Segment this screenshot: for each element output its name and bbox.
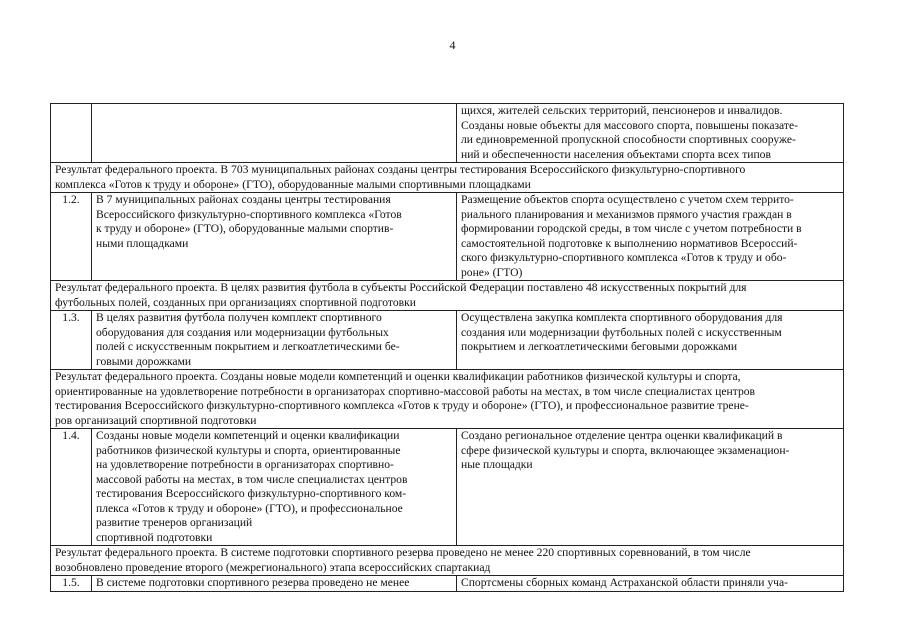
outcome-cell [457,311,844,370]
row-number: 1.5. [51,576,92,592]
text-line: ными площадками [96,236,189,250]
text-line: создания или модернизации футбольных полей с искусственным [461,325,782,339]
task-cell [92,576,457,592]
text-line: Результат федерального проекта. В 703 муниципальных районах созданы центры тестирования Всероссийского физкультурно-спортивного [55,163,746,176]
text-line: говыми дорожками [96,354,192,368]
result-row [51,546,844,576]
outcome-cell [457,576,844,592]
page-number: 4 [449,38,456,52]
text-line: формировании городской среды, в том числе с учетом потребности в [461,222,802,235]
result-cell [51,163,844,193]
text-line: Размещение объектов спорта осуществлено с учетом схем террито- [461,193,794,206]
task-cell [92,429,457,546]
text-line: полей с искусственным покрытием и легкоатлетическими бе- [96,340,400,353]
continuation-row [51,104,844,163]
text-line: плекса «Готов к труду и обороне» (ГТО), и профессиональное [96,501,403,515]
table-row [51,429,844,546]
outcome-cell [457,193,844,281]
text-line: покрытием и легкоатлетическими беговыми дорожками [461,340,738,353]
text-line: Созданы новые модели компетенций и оценки квалификации [96,429,400,442]
text-line: сфере физической культуры и спорта, включающее экзаменацион- [461,443,790,457]
text-line: Созданы новые объекты для массового спорта, повышены показате- [461,118,798,132]
text-line: работников физической культуры и спорта, ориентированные [96,443,401,457]
text-line: Спортсмены сборных команд Астраханской области приняли уча- [461,576,788,589]
text-line: В 7 муниципальных районах созданы центры тестирования [96,193,391,206]
text-line: ров организаций спортивной подготовки [55,413,257,427]
text-line: Осуществлена закупка комплекта спортивного оборудования для [461,311,783,324]
text-line: ний и обеспеченности населения объектами спорта всех типов [461,147,771,161]
text-line: В целях развития футбола получен комплект спортивного [96,311,382,324]
text-line: тестирования Всероссийского физкультурно-спортивного ком- [96,487,407,500]
text-line: оборудования для создания или модернизации футбольных [96,325,389,339]
text-line: Результат федерального проекта. Созданы новые модели компетенций и оценки квалификации работников физической культуры и спорта, [55,370,741,383]
text-line: тестирования Всероссийского физкультурно-спортивного комплекса «Готов к труду и обороне» (ГТО), и профессиональное развитие трене- [55,399,749,412]
table-row [51,576,844,592]
result-row [51,163,844,193]
row-number: 1.2. [51,193,92,281]
outcome-cell [457,429,844,546]
text-line: футбольных полей, созданных при организациях спортивной подготовки [55,295,416,309]
continuation-num-cell [51,104,92,163]
continuation-task-cell [92,104,457,163]
text-line: возобновлено проведение второго (межрегионального) этапа всероссийских спартакиад [55,560,491,574]
text-line: к труду и обороне» (ГТО), оборудованные малыми спортив- [96,222,394,235]
task-cell [92,311,457,370]
text-line: Результат федерального проекта. В целях развития футбола в субъекты Российской Федерации поставлено 48 искусственных покрытий для [55,281,747,294]
text-line: спортивной подготовки [96,530,213,544]
text-line: массовой работы на местах, в том числе специалистах центров [96,472,408,486]
text-line: Результат федерального проекта. В системе подготовки спортивного резерва проведено не менее 220 спортивных соревнований, в том числе [55,546,751,559]
result-row [51,370,844,429]
result-cell [51,281,844,311]
result-row [51,281,844,311]
row-number: 1.4. [51,429,92,546]
result-cell [51,546,844,576]
text-line: ского физкультурно-спортивного комплекса «Готов к труду и обо- [461,251,787,264]
text-line: риального планирования и механизмов прямого участия граждан в [461,207,792,221]
text-line: ные площадки [461,458,533,471]
text-line: роне» (ГТО) [461,265,523,279]
text-line: развитие тренеров организаций [96,516,253,529]
text-line: комплекса «Готов к труду и обороне» (ГТО), оборудованные малыми спортивными площадками [55,177,531,191]
task-cell [92,193,457,281]
text-line: В системе подготовки спортивного резерва проведено не менее [96,576,410,589]
table-row [51,193,844,281]
continuation-outcome-cell [457,104,844,163]
result-cell [51,370,844,429]
text-line: Всероссийского физкультурно-спортивного комплекса «Готов [96,207,402,221]
table-row [51,311,844,370]
text-line: ли единовременной пропускной способности спортивных сооруже- [461,133,796,146]
text-line: самостоятельной подготовке к выполнению нормативов Всероссий- [461,236,798,250]
text-line: Создано региональное отделение центра оценки квалификаций в [461,429,783,442]
text-line: ориентированные на удовлетворение потребности в организаторах спортивно-массовой работы на местах, в том числе специалистах центров [55,384,756,398]
row-number: 1.3. [51,311,92,370]
results-table [50,103,844,592]
text-line: на удовлетворение потребности в организаторах спортивно- [96,458,394,471]
text-line: щихся, жителей сельских территорий, пенсионеров и инвалидов. [461,104,783,117]
